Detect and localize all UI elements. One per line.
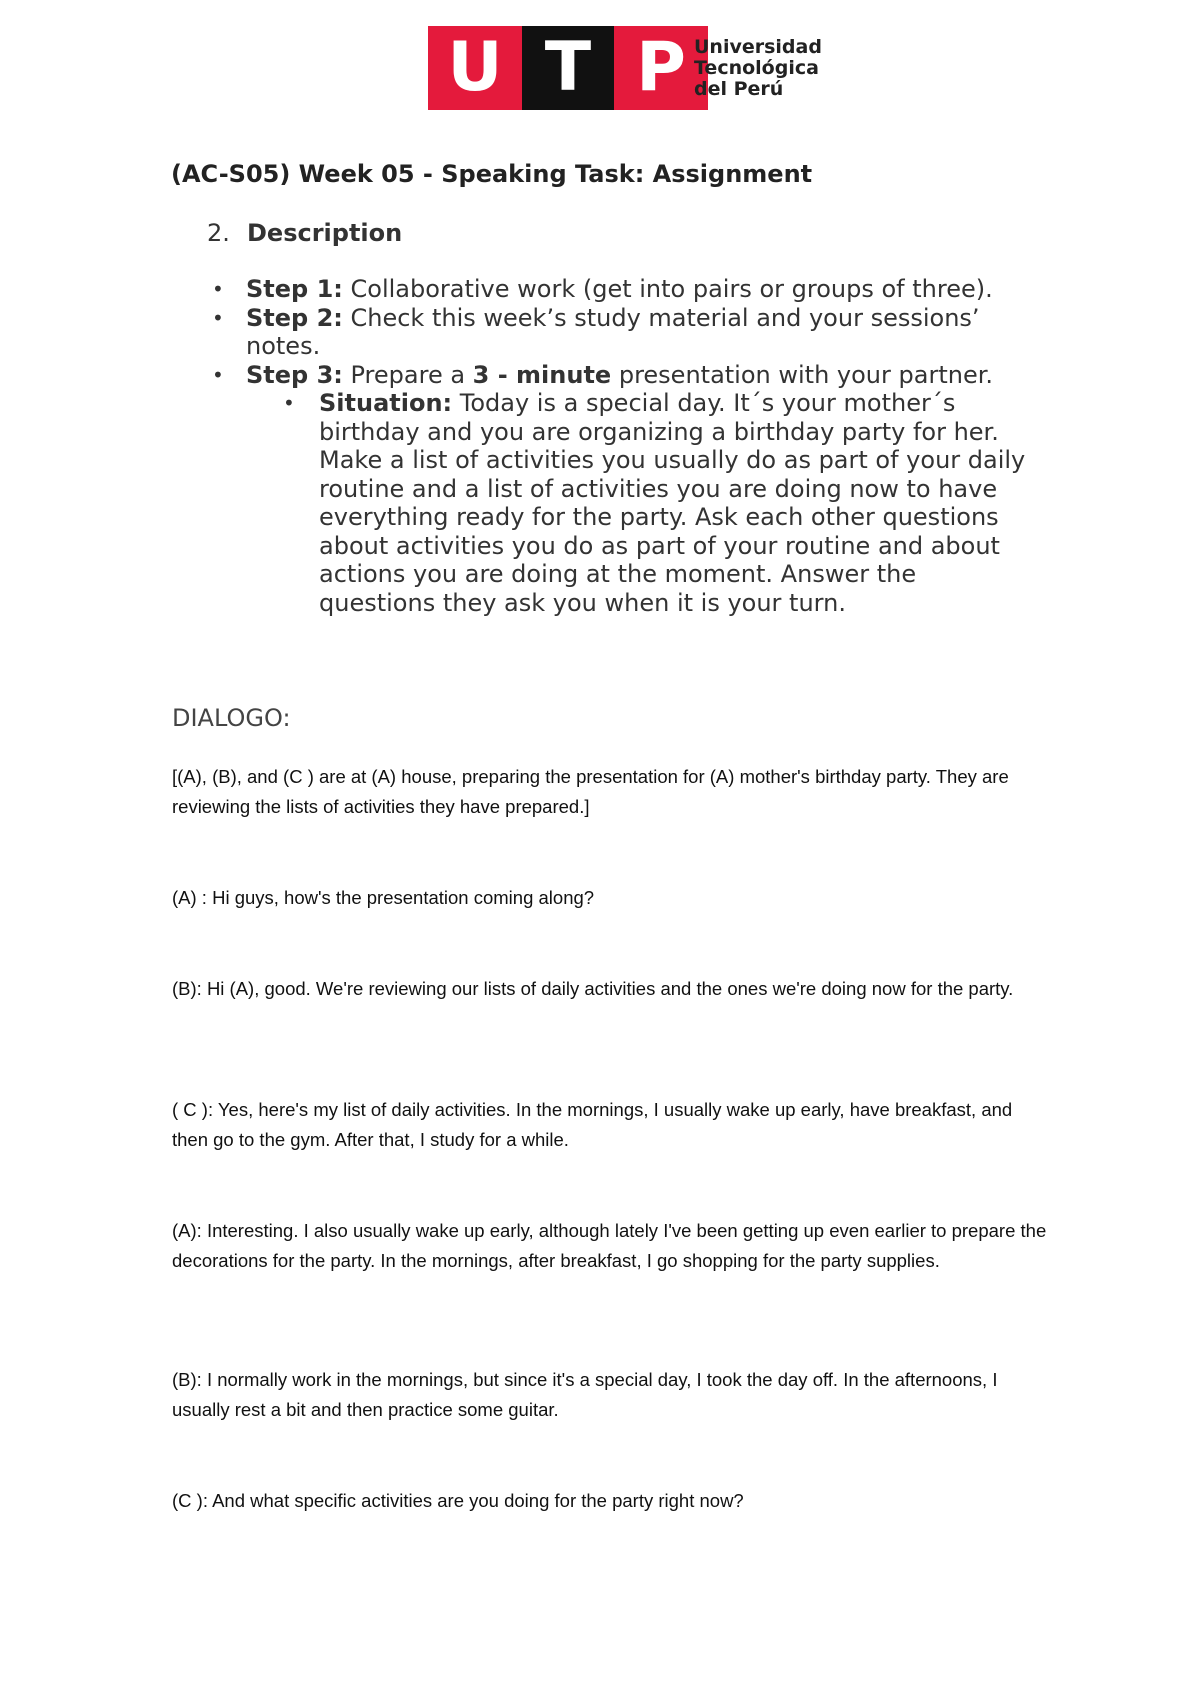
step-item [212,275,1036,304]
logo-letter-p: P [614,26,708,110]
dialogue-paragraph: (C ): And what specific activities are you doing for the party right now? [172,1490,744,1511]
step-emphasis: 3 - minute [472,360,612,389]
document-title: (AC-S05) Week 05 - Speaking Task: Assignment [171,160,813,188]
step-text: presentation with your partner. [611,360,993,389]
dialogue-paragraph: (B): Hi (A), good. We're reviewing our lists of daily activities and the ones we're doing now for the party. [172,978,1014,999]
step-text: Prepare a [342,360,473,389]
step-item [212,360,1036,390]
dialogue-paragraph: ( C ): Yes, here's my list of daily activities. In the mornings, I usually wake up early, have breakfast, and then go to the gym. After that, I study for a while. [172,1099,1013,1150]
dialogue-heading: DIALOGO: [172,704,291,732]
bullet-icon: • [283,391,295,415]
situation-label: Situation: [319,389,453,417]
section-heading [207,219,402,247]
logo-name-line: Tecnológica [694,57,819,79]
step-label: Step 1: [246,275,343,303]
situation-item [283,389,1039,617]
dialogue-paragraph: (B): I normally work in the mornings, but since it's a special day, I took the day off. In the afternoons, I usually rest a bit and then practice some guitar. [172,1369,998,1420]
situation-text: Today is a special day. It´s your mother´s birthday and you are organizing a birthday party for her. Make a list of activities you usually do as part of your daily routine and a list of activities you are doing now to have everything ready for the party. Ask each other questions about activities you do as part of your routine and about actions you are doing at the moment. Answer the questions they ask you when it is your turn. [319,389,1026,617]
section-heading-text: Description [247,219,403,247]
logo-letter-t: T [522,26,614,110]
bullet-icon: • [212,277,224,301]
step-text: Collaborative work (get into pairs or groups of three). [342,275,993,303]
section-number: 2. [207,219,230,247]
logo-name-line: Universidad [694,36,822,58]
step-item [212,303,1036,361]
steps-list [212,275,1036,617]
step-text: Check this week’s study material and your sessions’ notes. [246,303,980,360]
logo-university-name [694,37,822,100]
step-label: Step 2: [246,303,343,332]
bullet-icon: • [212,305,224,330]
utp-logo [428,26,822,110]
logo-letter-u: U [428,26,522,110]
logo-name-line: del Perú [694,78,784,100]
dialogue-paragraph: [(A), (B), and (C ) are at (A) house, preparing the presentation for (A) mother's birthday party. They are reviewing the lists of activities they have prepared.] [172,766,1009,817]
dialogue-paragraph: (A): Interesting. I also usually wake up early, although lately I've been getting up even earlier to prepare the decorations for the party. In the mornings, after breakfast, I go shopping for the party supplies. [172,1220,1047,1271]
bullet-icon: • [212,362,224,387]
step-label: Step 3: [246,360,343,389]
dialogue-paragraph: (A) : Hi guys, how's the presentation coming along? [172,887,595,908]
